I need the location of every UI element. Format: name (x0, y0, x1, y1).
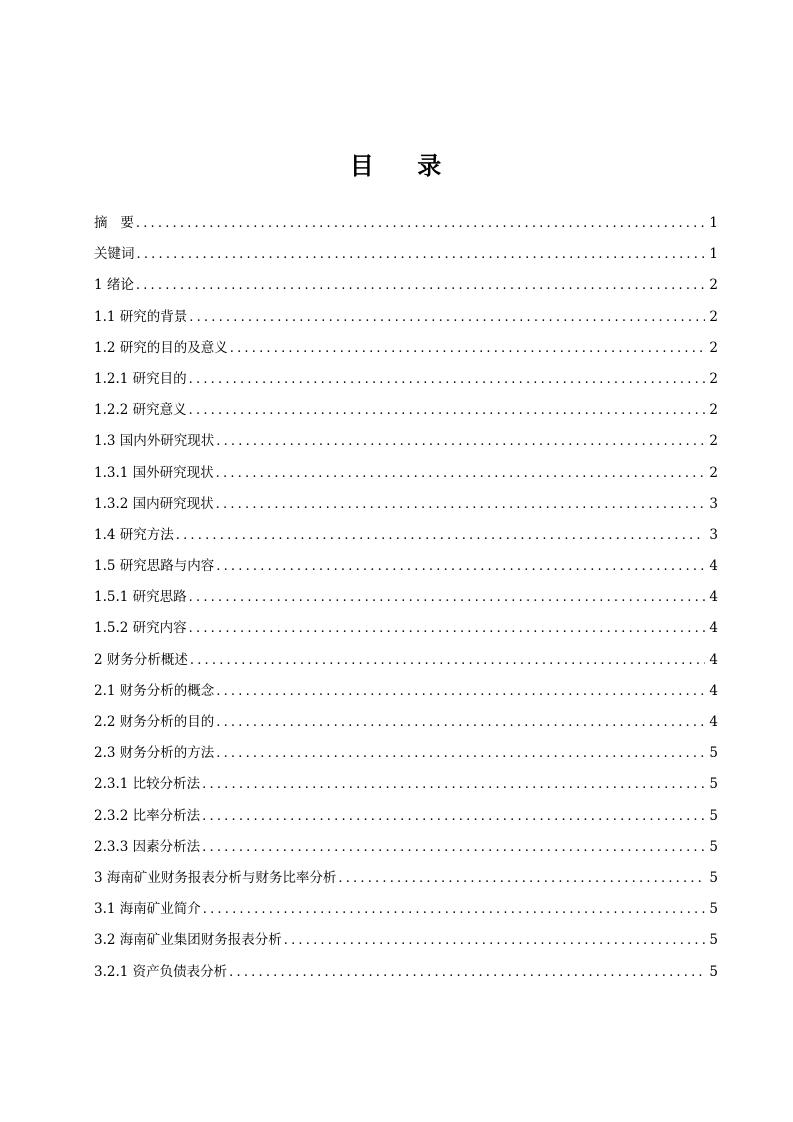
toc-entry-page: 5 (709, 838, 718, 855)
toc-entry-page: 2 (709, 402, 718, 419)
toc-entry-label: 3.1 海南矿业简介 (94, 901, 201, 918)
toc-entry-label: 2.3.2 比率分析法 (94, 807, 201, 824)
toc-entry-label: 2.2 财务分析的目的 (94, 714, 215, 730)
toc-entry-page: 2 (709, 308, 718, 325)
toc-leader-dots (189, 364, 706, 395)
toc-entry-page: 5 (709, 745, 718, 762)
toc-entry[interactable] (94, 582, 718, 613)
toc-entry[interactable] (94, 676, 718, 707)
toc-entry-label: 1 绪论 (94, 277, 134, 294)
toc-entry-label: 1.2.1 研究目的 (94, 370, 187, 387)
toc-entry-page: 2 (709, 370, 718, 387)
toc-entry[interactable] (94, 458, 718, 489)
toc-leader-dots (202, 832, 705, 863)
toc-entry-label: 2.3.3 因素分析法 (94, 838, 201, 855)
toc-entry-page: 4 (709, 651, 718, 668)
toc-entry-label: 2.3.1 比较分析法 (94, 776, 201, 793)
toc-leader-dots (230, 333, 706, 364)
toc-entry[interactable] (94, 426, 718, 457)
toc-entry-label: 1.2 研究的目的及意义 (94, 339, 228, 356)
toc-entry[interactable] (94, 832, 718, 863)
toc-entry-page: 4 (709, 620, 718, 637)
toc-entry[interactable] (94, 395, 718, 426)
toc-entry-page: 2 (709, 433, 718, 450)
toc-entry-page: 4 (709, 558, 718, 575)
toc-entry[interactable] (94, 957, 718, 988)
toc-entry[interactable] (94, 894, 718, 925)
toc-entry-page: 1 (709, 246, 718, 263)
toc-entry[interactable] (94, 738, 718, 769)
toc-leader-dots (189, 613, 706, 644)
toc-entry-page: 2 (709, 339, 718, 356)
toc-leader-dots (216, 426, 705, 457)
toc-entry-page: 3 (709, 495, 718, 512)
toc-leader-dots (189, 302, 705, 333)
toc-entry-label: 1.5.1 研究思路 (94, 589, 187, 606)
toc-entry-label: 2.1 财务分析的概念 (94, 682, 215, 699)
toc-entry-page: 5 (709, 807, 718, 824)
toc-entry[interactable] (94, 520, 718, 551)
toc-entry-label: 1.4 研究方法 (94, 526, 174, 543)
toc-entry[interactable] (94, 863, 718, 894)
toc-entry-label: 3.2 海南矿业集团财务报表分析 (94, 932, 282, 949)
toc-leader-dots (338, 863, 705, 894)
toc-entry-label: 3.2.1 资产负债表分析 (94, 963, 228, 980)
toc-entry-label: 1.3.2 国内研究现状 (94, 495, 214, 512)
toc-entry-label: 1.1 研究的背景 (94, 308, 188, 325)
toc-entry[interactable] (94, 925, 718, 956)
toc-leader-dots (284, 925, 706, 956)
toc-entry[interactable] (94, 489, 718, 520)
toc-leader-dots (216, 738, 705, 769)
toc-entry-label: 1.2.2 研究意义 (94, 402, 187, 419)
toc-leader-dots (137, 239, 706, 270)
toc-leader-dots (216, 489, 706, 520)
toc-leader-dots (216, 676, 705, 707)
toc-entry[interactable] (94, 769, 718, 800)
toc-entry-page: 5 (709, 869, 718, 886)
toc-entry[interactable] (94, 333, 718, 364)
toc-entry-label: 1.5 研究思路与内容 (94, 558, 215, 575)
toc-entry[interactable] (94, 707, 718, 738)
toc-entry-page: 5 (709, 776, 718, 793)
toc-entry[interactable] (94, 208, 718, 239)
toc-entry-page: 2 (709, 464, 718, 481)
toc-entry[interactable] (94, 551, 718, 582)
toc-entry-label: 摘 要 (94, 215, 134, 231)
toc-leader-dots (216, 707, 705, 738)
toc-entry-label: 2.3 财务分析的方法 (94, 745, 215, 762)
toc-leader-dots (176, 520, 706, 551)
toc-entry-page: 4 (709, 714, 718, 730)
toc-entry-page: 5 (709, 963, 718, 980)
toc-entry-label: 1.3 国内外研究现状 (94, 433, 215, 450)
toc-entry-label: 3 海南矿业财务报表分析与财务比率分析 (94, 869, 337, 886)
toc-entry-page: 4 (709, 589, 718, 606)
toc-entry[interactable] (94, 302, 718, 333)
toc-entry[interactable] (94, 613, 718, 644)
toc-entry[interactable] (94, 239, 718, 270)
toc-leader-dots (190, 645, 706, 676)
toc-entry-page: 1 (709, 215, 718, 231)
toc-entry[interactable] (94, 801, 718, 832)
toc-leader-dots (229, 957, 705, 988)
toc-entry[interactable] (94, 270, 718, 301)
toc-entry[interactable] (94, 645, 718, 676)
toc-list (94, 208, 718, 988)
toc-entry[interactable] (94, 364, 718, 395)
toc-leader-dots (202, 801, 705, 832)
toc-entry-page: 2 (709, 277, 718, 294)
toc-entry-page: 4 (709, 682, 718, 699)
toc-leader-dots (216, 551, 705, 582)
toc-title: 目 录 (349, 152, 444, 180)
toc-leader-dots (189, 395, 706, 426)
toc-entry-page: 5 (709, 932, 718, 949)
toc-entry-page: 5 (709, 901, 718, 918)
toc-leader-dots (203, 894, 706, 925)
toc-leader-dots (136, 270, 706, 301)
toc-entry-label: 1.5.2 研究内容 (94, 620, 187, 637)
toc-leader-dots (202, 769, 705, 800)
toc-entry-label: 1.3.1 国外研究现状 (94, 464, 214, 481)
toc-leader-dots (216, 458, 706, 489)
toc-entry-label: 关键词 (94, 246, 135, 263)
toc-entry-page: 3 (709, 526, 718, 543)
toc-leader-dots (136, 208, 706, 239)
toc-leader-dots (189, 582, 706, 613)
toc-entry-label: 2 财务分析概述 (94, 651, 188, 668)
